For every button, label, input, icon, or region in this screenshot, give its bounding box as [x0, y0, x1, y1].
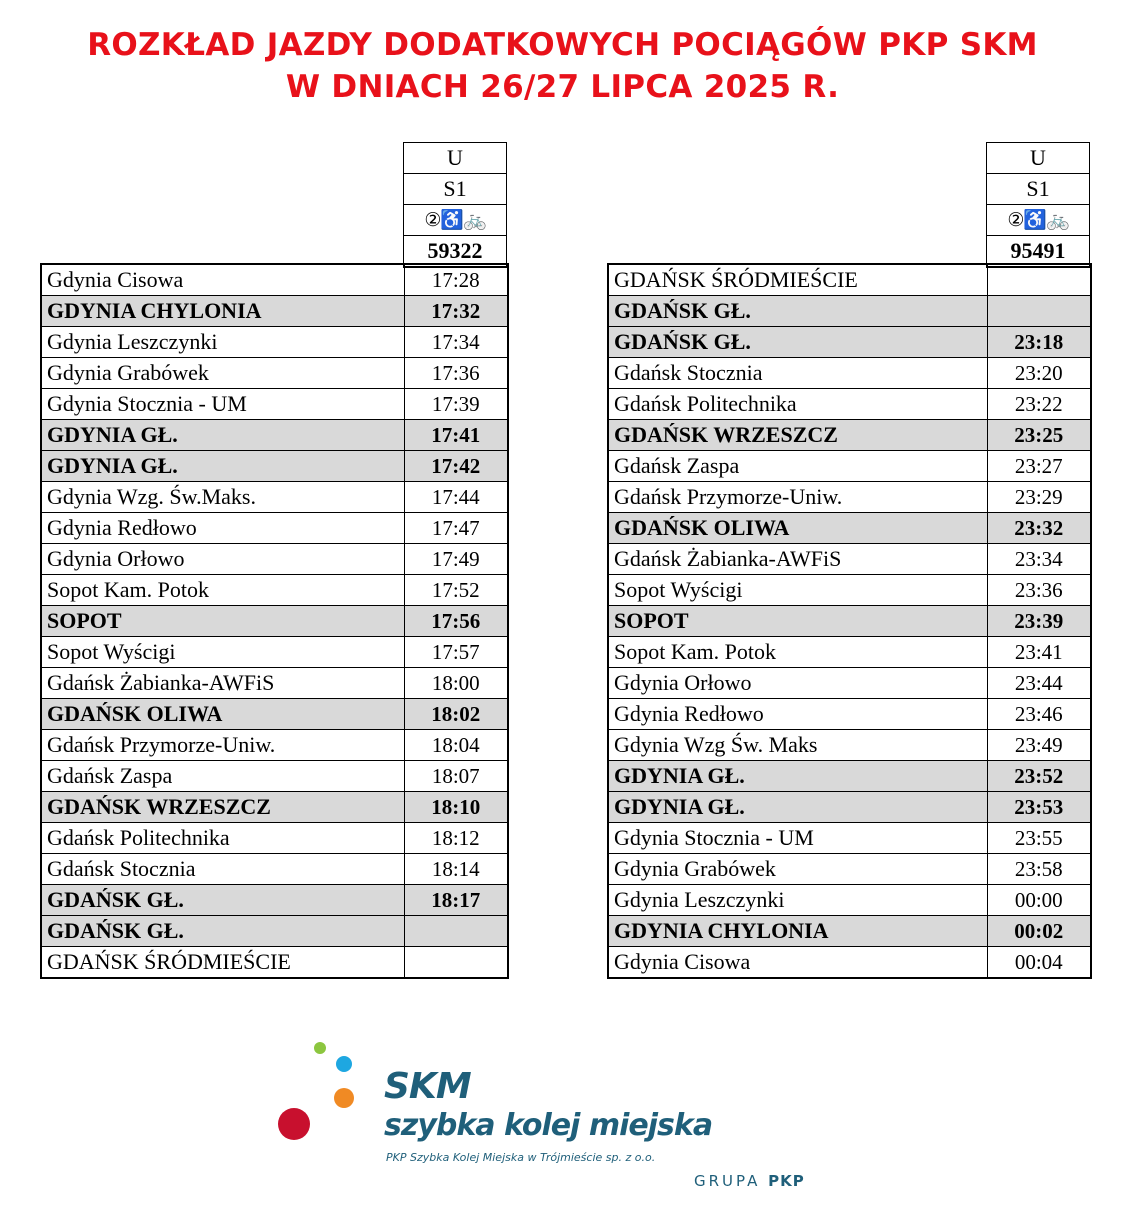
left-train-header	[403, 142, 507, 268]
station-name: GDAŃSK OLIWA	[608, 513, 987, 544]
logo-skm-text: SKM	[384, 1066, 471, 1107]
skm-logo	[270, 1030, 850, 1200]
logo-full-name: szybka kolej miejska	[384, 1108, 713, 1143]
station-name: Gdynia Stocznia - UM	[41, 389, 404, 420]
station-name: Gdańsk Przymorze-Uniw.	[608, 482, 987, 513]
departure-time: 23:53	[987, 792, 1091, 823]
departure-time: 17:42	[404, 451, 508, 482]
station-name: Gdańsk Politechnika	[608, 389, 987, 420]
station-name: GDYNIA CHYLONIA	[608, 916, 987, 947]
station-name: Gdynia Orłowo	[608, 668, 987, 699]
departure-time: 17:56	[404, 606, 508, 637]
station-name: Gdynia Orłowo	[41, 544, 404, 575]
departure-time: 23:22	[987, 389, 1091, 420]
departure-time: 17:47	[404, 513, 508, 544]
station-name: Sopot Wyścigi	[608, 575, 987, 606]
departure-time: 23:25	[987, 420, 1091, 451]
right-timetable-row	[608, 451, 1091, 482]
page-title	[0, 24, 1125, 108]
station-name: Gdańsk Zaspa	[41, 761, 404, 792]
station-name: Gdynia Grabówek	[41, 358, 404, 389]
right-timetable-row	[608, 916, 1091, 947]
departure-time	[404, 916, 508, 947]
station-name: Gdynia Stocznia - UM	[608, 823, 987, 854]
station-name: GDAŃSK GŁ.	[41, 885, 404, 916]
left-timetable-row	[41, 854, 508, 885]
left-timetable	[40, 263, 509, 979]
station-name: Sopot Kam. Potok	[41, 575, 404, 606]
departure-time: 17:32	[404, 296, 508, 327]
station-name: GDYNIA GŁ.	[608, 792, 987, 823]
departure-time: 18:07	[404, 761, 508, 792]
departure-time: 00:04	[987, 947, 1091, 979]
station-name: GDAŃSK ŚRÓDMIEŚCIE	[41, 947, 404, 979]
station-name: SOPOT	[608, 606, 987, 637]
departure-time: 18:00	[404, 668, 508, 699]
departure-time: 18:10	[404, 792, 508, 823]
right-timetable-row	[608, 885, 1091, 916]
right-timetable-row	[608, 327, 1091, 358]
station-name: GDAŃSK WRZESZCZ	[41, 792, 404, 823]
station-name: Gdynia Grabówek	[608, 854, 987, 885]
station-name: GDAŃSK GŁ.	[608, 296, 987, 327]
departure-time	[987, 296, 1091, 327]
left-timetable-row	[41, 761, 508, 792]
departure-time: 18:17	[404, 885, 508, 916]
station-name: GDAŃSK GŁ.	[41, 916, 404, 947]
right-timetable-row	[608, 358, 1091, 389]
logo-dot-blue	[336, 1056, 352, 1072]
station-name: SOPOT	[41, 606, 404, 637]
left-timetable-row	[41, 699, 508, 730]
station-name: Gdańsk Stocznia	[608, 358, 987, 389]
departure-time: 18:14	[404, 854, 508, 885]
right-timetable-row	[608, 513, 1091, 544]
left-timetable-row	[41, 947, 508, 979]
departure-time: 23:58	[987, 854, 1091, 885]
left-timetable-row	[41, 327, 508, 358]
departure-time: 18:04	[404, 730, 508, 761]
departure-time: 23:39	[987, 606, 1091, 637]
left-timetable-row	[41, 637, 508, 668]
right-timetable-row	[608, 699, 1091, 730]
right-line-cell: S1	[987, 174, 1090, 205]
left-timetable-row	[41, 420, 508, 451]
station-name: GDYNIA GŁ.	[41, 451, 404, 482]
right-timetable-row	[608, 420, 1091, 451]
station-name: GDAŃSK GŁ.	[608, 327, 987, 358]
logo-group-prefix: GRUPA	[694, 1172, 761, 1190]
departure-time: 18:02	[404, 699, 508, 730]
departure-time: 23:55	[987, 823, 1091, 854]
station-name: GDYNIA CHYLONIA	[41, 296, 404, 327]
departure-time: 23:36	[987, 575, 1091, 606]
departure-time: 23:41	[987, 637, 1091, 668]
right-timetable-row	[608, 730, 1091, 761]
right-timetable-row	[608, 575, 1091, 606]
right-timetable	[607, 263, 1092, 979]
left-timetable-row	[41, 296, 508, 327]
departure-time: 17:28	[404, 264, 508, 296]
left-timetable-row	[41, 389, 508, 420]
left-timetable-row	[41, 513, 508, 544]
title-line-2: W DNIACH 26/27 LIPCA 2025 R.	[285, 69, 840, 105]
left-line-cell: S1	[404, 174, 507, 205]
left-timetable-row	[41, 916, 508, 947]
right-timetable-row	[608, 637, 1091, 668]
station-name: Gdańsk Przymorze-Uniw.	[41, 730, 404, 761]
station-name: Gdynia Cisowa	[41, 264, 404, 296]
logo-group-brand: PKP	[768, 1172, 805, 1190]
right-train-header	[986, 142, 1090, 268]
station-name: Gdynia Cisowa	[608, 947, 987, 979]
station-name: Gdynia Wzg. Św.Maks.	[41, 482, 404, 513]
station-name: GDYNIA GŁ.	[41, 420, 404, 451]
station-name: GDYNIA GŁ.	[608, 761, 987, 792]
departure-time: 18:12	[404, 823, 508, 854]
station-name: Gdańsk Politechnika	[41, 823, 404, 854]
left-u-cell: U	[404, 143, 507, 174]
left-timetable-row	[41, 606, 508, 637]
departure-time: 23:46	[987, 699, 1091, 730]
right-timetable-row	[608, 668, 1091, 699]
left-timetable-row	[41, 575, 508, 606]
station-name: GDAŃSK OLIWA	[41, 699, 404, 730]
left-timetable-row	[41, 482, 508, 513]
departure-time: 23:52	[987, 761, 1091, 792]
departure-time: 00:00	[987, 885, 1091, 916]
logo-dot-orange	[334, 1088, 354, 1108]
right-timetable-row	[608, 854, 1091, 885]
right-u-cell: U	[987, 143, 1090, 174]
station-name: GDAŃSK ŚRÓDMIEŚCIE	[608, 264, 987, 296]
right-timetable-row	[608, 606, 1091, 637]
right-train-number: 95491	[987, 236, 1090, 268]
departure-time: 23:49	[987, 730, 1091, 761]
station-name: Gdańsk Żabianka-AWFiS	[41, 668, 404, 699]
left-timetable-row	[41, 885, 508, 916]
station-name: Gdynia Leszczynki	[608, 885, 987, 916]
departure-time: 17:52	[404, 575, 508, 606]
right-timetable-row	[608, 544, 1091, 575]
departure-time: 17:39	[404, 389, 508, 420]
departure-time: 23:44	[987, 668, 1091, 699]
departure-time: 17:41	[404, 420, 508, 451]
right-timetable-row	[608, 823, 1091, 854]
station-name: Sopot Wyścigi	[41, 637, 404, 668]
station-name: Gdynia Leszczynki	[41, 327, 404, 358]
departure-time: 23:29	[987, 482, 1091, 513]
departure-time: 17:44	[404, 482, 508, 513]
departure-time: 23:27	[987, 451, 1091, 482]
left-timetable-row	[41, 544, 508, 575]
left-train-number: 59322	[404, 236, 507, 268]
right-timetable-row	[608, 296, 1091, 327]
left-amenity-icons: ②♿🚲	[404, 205, 507, 236]
logo-dot-red	[278, 1108, 310, 1140]
departure-time: 00:02	[987, 916, 1091, 947]
station-name: Gdynia Redłowo	[41, 513, 404, 544]
right-timetable-row	[608, 792, 1091, 823]
departure-time: 17:36	[404, 358, 508, 389]
left-timetable-row	[41, 730, 508, 761]
right-timetable-row	[608, 264, 1091, 296]
departure-time: 17:57	[404, 637, 508, 668]
logo-dot-green	[314, 1042, 326, 1054]
station-name: Sopot Kam. Potok	[608, 637, 987, 668]
right-timetable-row	[608, 482, 1091, 513]
departure-time: 23:34	[987, 544, 1091, 575]
departure-time: 17:34	[404, 327, 508, 358]
right-timetable-row	[608, 389, 1091, 420]
departure-time: 23:18	[987, 327, 1091, 358]
station-name: Gdańsk Żabianka-AWFiS	[608, 544, 987, 575]
station-name: Gdańsk Stocznia	[41, 854, 404, 885]
departure-time: 23:20	[987, 358, 1091, 389]
left-timetable-row	[41, 792, 508, 823]
right-timetable-row	[608, 947, 1091, 979]
station-name: Gdynia Wzg Św. Maks	[608, 730, 987, 761]
right-amenity-icons: ②♿🚲	[987, 205, 1090, 236]
departure-time	[404, 947, 508, 979]
departure-time: 17:49	[404, 544, 508, 575]
logo-company-name: PKP Szybka Kolej Miejska w Trójmieście sp. z o.o.	[386, 1151, 656, 1164]
left-timetable-row	[41, 451, 508, 482]
station-name: GDAŃSK WRZESZCZ	[608, 420, 987, 451]
station-name: Gdańsk Zaspa	[608, 451, 987, 482]
left-timetable-row	[41, 358, 508, 389]
right-timetable-row	[608, 761, 1091, 792]
title-line-1: ROZKŁAD JAZDY DODATKOWYCH POCIĄGÓW PKP SKM	[87, 27, 1038, 63]
departure-time: 23:32	[987, 513, 1091, 544]
left-timetable-row	[41, 823, 508, 854]
departure-time	[987, 264, 1091, 296]
left-timetable-row	[41, 264, 508, 296]
logo-group-text	[694, 1172, 805, 1190]
station-name: Gdynia Redłowo	[608, 699, 987, 730]
left-timetable-row	[41, 668, 508, 699]
